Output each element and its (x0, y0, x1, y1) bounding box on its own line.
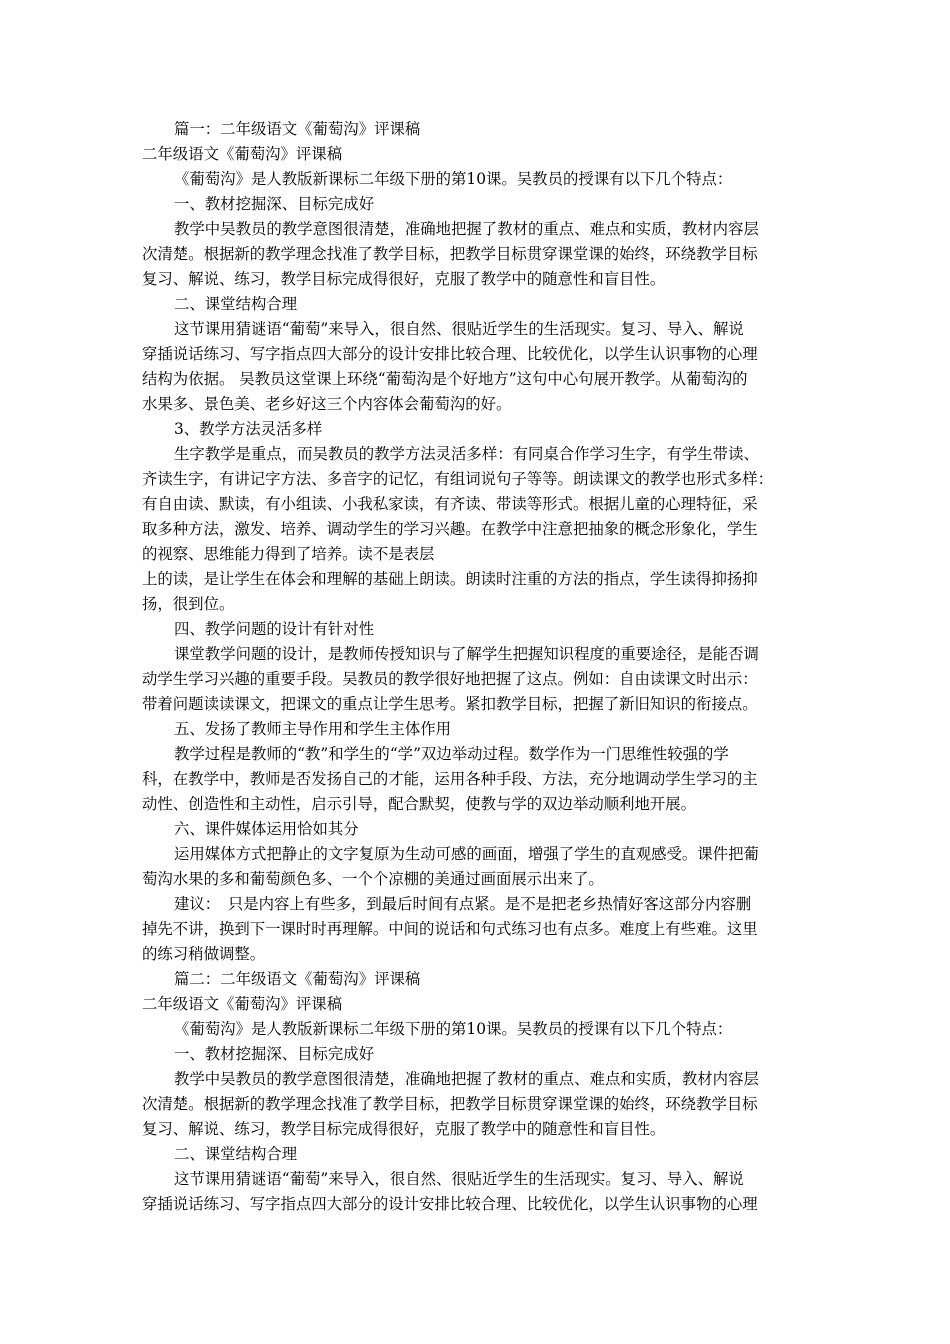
text-line: 课堂教学问题的设计，是教师传授知识与了解学生把握知识程度的重要途径，是能否调 (174, 645, 759, 663)
text-line: 动学生学习兴趣的重要手段。吴教员的教学很好地把握了这点。例如：自由读课文时出示： (142, 670, 758, 688)
text-line: 掉先不讲，换到下一课时时再理解。中间的说话和句式练习也有点多。难度上有些难。这里 (142, 920, 758, 938)
text-line: 六、课件媒体运用恰如其分 (174, 820, 359, 838)
text-line: 五、发扬了教师主导作用和学生主体作用 (174, 720, 452, 738)
text-line: 一、教材挖掘深、目标完成好 (174, 195, 375, 213)
text-line: 篇二：二年级语文《葡萄沟》评课稿 (174, 970, 421, 988)
text-line: 四、教学问题的设计有针对性 (174, 620, 375, 638)
text-line: 水果多、景色美、老乡好这三个内容体会葡萄沟的好。 (142, 395, 512, 413)
text-line: 萄沟水果的多和葡萄颜色多、一个个凉棚的美通过画面展示出来了。 (142, 870, 604, 888)
text-line: 有自由读、默读，有小组读、小我私家读，有齐读、带读等形式。根据儿童的心理特征，采 (142, 495, 758, 513)
text-line: 上的读，是让学生在体会和理解的基础上朗读。朗读时注重的方法的指点，学生读得抑扬抑 (142, 570, 758, 588)
text-line: 动性、创造性和主动性，启示引导，配合默契，使教与学的双边举动顺利地开展。 (142, 795, 697, 813)
text-line: 篇一：二年级语文《葡萄沟》评课稿 (174, 120, 421, 138)
text-line: 扬，很到位。 (142, 595, 235, 613)
text-line: 复习、解说、练习，教学目标完成得很好，克服了教学中的随意性和盲目性。 (142, 270, 666, 288)
text-line: 二年级语文《葡萄沟》评课稿 (142, 995, 343, 1013)
text-line: 生字教学是重点，而吴教员的教学方法灵活多样：有同桌合作学习生字，有学生带读、 (174, 445, 759, 463)
text-line: 这节课用猜谜语“葡萄”来导入，很自然、很贴近学生的生活现实。复习、导入、解说 (174, 1170, 744, 1188)
text-line: 《葡萄沟》是人教版新课标二年级下册的第10课。吴教员的授课有以下几个特点： (174, 170, 733, 188)
text-line: 结构为依据。 吴教员这堂课上环绕“葡萄沟是个好地方”这句中心句展开教学。从葡萄沟的 (142, 370, 748, 388)
text-line: 复习、解说、练习，教学目标完成得很好，克服了教学中的随意性和盲目性。 (142, 1120, 666, 1138)
text-line: 《葡萄沟》是人教版新课标二年级下册的第10课。吴教员的授课有以下几个特点： (174, 1020, 733, 1038)
text-line: 教学中吴教员的教学意图很清楚，准确地把握了教材的重点、难点和实质，教材内容层 (174, 1070, 759, 1088)
text-line: 次清楚。根据新的教学理念找准了教学目标，把教学目标贯穿课堂课的始终，环绕教学目标 (142, 1095, 758, 1113)
text-line: 穿插说话练习、写字指点四大部分的设计安排比较合理、比较优化，以学生认识事物的心理 (142, 1195, 758, 1213)
text-line: 二、课堂结构合理 (174, 1145, 298, 1163)
text-line: 这节课用猜谜语“葡萄”来导入，很自然、很贴近学生的生活现实。复习、导入、解说 (174, 320, 744, 338)
text-line: 一、教材挖掘深、目标完成好 (174, 1045, 375, 1063)
text-line: 运用媒体方式把静止的文字复原为生动可感的画面，增强了学生的直观感受。课件把葡 (174, 845, 759, 863)
text-line: 带着问题读读课文，把课文的重点让学生思考。紧扣教学目标，把握了新旧知识的衔接点。 (142, 695, 758, 713)
text-line: 的视察、思维能力得到了培养。读不是表层 (142, 545, 435, 563)
text-line: 的练习稍做调整。 (142, 945, 266, 963)
text-line: 建议： 只是内容上有些多，到最后时间有点紧。是不是把老乡热情好客这部分内容删 (174, 895, 752, 913)
text-line: 次清楚。根据新的教学理念找准了教学目标，把教学目标贯穿课堂课的始终，环绕教学目标 (142, 245, 758, 263)
text-line: 科，在教学中，教师是否发扬自己的才能，运用各种手段、方法，充分地调动学生学习的主 (142, 770, 758, 788)
text-line: 二年级语文《葡萄沟》评课稿 (142, 145, 343, 163)
text-line: 教学过程是教师的“教”和学生的“学”双边举动过程。数学作为一门思维性较强的学 (174, 745, 729, 763)
document-body (142, 117, 814, 1217)
text-line: 二、课堂结构合理 (174, 295, 298, 313)
text-line: 取多种方法，激发、培养、调动学生的学习兴趣。在教学中注意把抽象的概念形象化，学生 (142, 520, 758, 538)
text-line: 教学中吴教员的教学意图很清楚，准确地把握了教材的重点、难点和实质，教材内容层 (174, 220, 759, 238)
text-line: 3、教学方法灵活多样 (174, 420, 323, 438)
text-line: 齐读生字，有讲记字方法、多音字的记忆，有组词说句子等等。朗读课文的教学也形式多样： (142, 470, 774, 488)
text-line: 穿插说话练习、写字指点四大部分的设计安排比较合理、比较优化，以学生认识事物的心理 (142, 345, 758, 363)
